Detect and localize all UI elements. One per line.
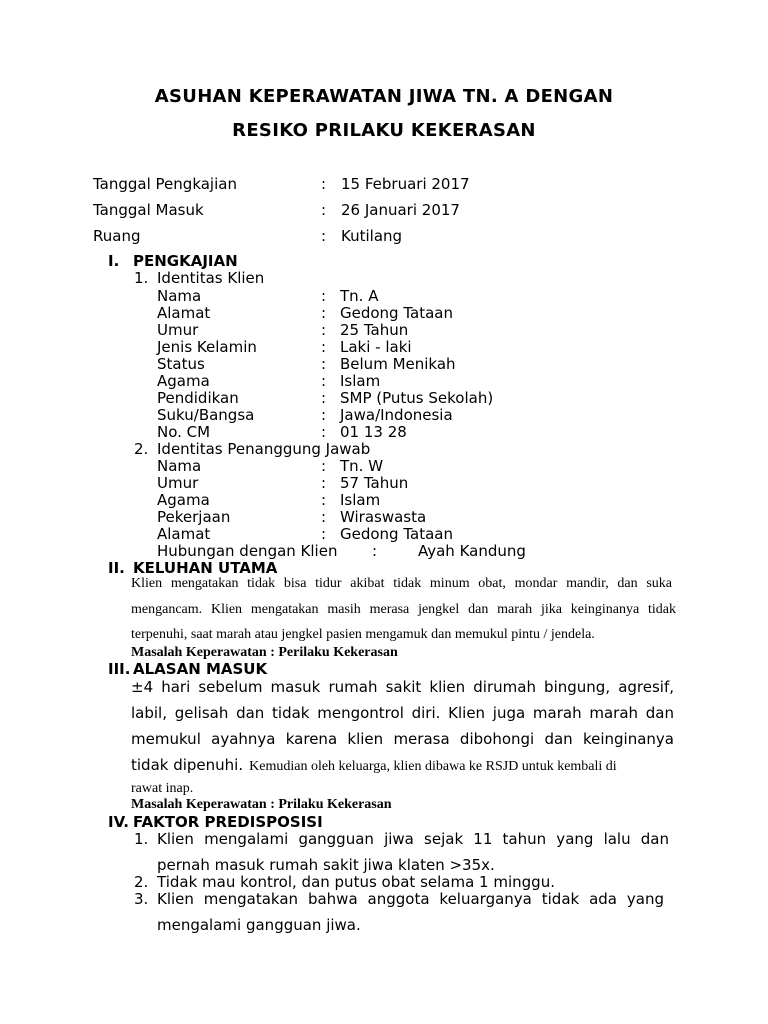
document-title-line2: RESIKO PRILAKU KEKERASAN bbox=[232, 120, 536, 141]
field-value: 01 13 28 bbox=[340, 423, 407, 441]
header-sep: : bbox=[321, 175, 327, 193]
field-value: 57 Tahun bbox=[340, 474, 409, 492]
header-sep: : bbox=[321, 201, 327, 219]
field-sep: : bbox=[321, 423, 327, 441]
field-value: Wiraswasta bbox=[340, 508, 427, 526]
field-sep: : bbox=[372, 542, 378, 560]
subsection-title: Identitas Klien bbox=[157, 269, 265, 287]
field-value: SMP (Putus Sekolah) bbox=[340, 389, 494, 407]
paragraph-line: memukul ayahnya karena klien merasa dibohongi dan keinginanya bbox=[131, 730, 674, 748]
field-sep: : bbox=[321, 525, 327, 543]
field-value: Jawa/Indonesia bbox=[340, 406, 453, 424]
paragraph-segment: tidak dipenuhi. bbox=[131, 756, 244, 774]
list-item-text: pernah masuk rumah sakit jiwa klaten >35x. bbox=[157, 856, 495, 874]
paragraph-line bbox=[131, 756, 674, 775]
section-title: ALASAN MASUK bbox=[133, 660, 268, 678]
field-label: Status bbox=[157, 355, 205, 373]
section-number: IV. bbox=[108, 813, 129, 831]
header-label: Tanggal Masuk bbox=[93, 201, 204, 219]
field-sep: : bbox=[321, 372, 327, 390]
field-label: Agama bbox=[157, 372, 210, 390]
field-value: Islam bbox=[340, 491, 381, 509]
field-label: Nama bbox=[157, 287, 202, 305]
field-value: Gedong Tataan bbox=[340, 525, 453, 543]
paragraph-line: Klien mengatakan tidak bisa tidur akibat tidak minum obat, mondar mandir, dan suka bbox=[131, 576, 672, 591]
field-value: Tn. A bbox=[340, 287, 379, 305]
section-number: III. bbox=[108, 660, 131, 678]
field-value: Tn. W bbox=[340, 457, 384, 475]
field-sep: : bbox=[321, 457, 327, 475]
list-item-text: Klien mengalami gangguan jiwa sejak 11 tahun yang lalu dan bbox=[157, 830, 669, 848]
header-label: Tanggal Pengkajian bbox=[93, 175, 237, 193]
field-value: Ayah Kandung bbox=[418, 542, 526, 560]
field-value: Laki - laki bbox=[340, 338, 412, 356]
paragraph-line: mengancam. Klien mengatakan masih merasa jengkel dan marah jika keinginanya tidak bbox=[131, 602, 676, 617]
field-label: Umur bbox=[157, 321, 199, 339]
list-item-text: Klien mengatakan bahwa anggota keluarganya tidak ada yang bbox=[157, 890, 664, 908]
subsection-title: Identitas Penanggung Jawab bbox=[157, 440, 371, 458]
field-value: Belum Menikah bbox=[340, 355, 456, 373]
paragraph-line: ±4 hari sebelum masuk rumah sakit klien dirumah bingung, agresif, bbox=[131, 678, 674, 696]
field-label: Agama bbox=[157, 491, 210, 509]
field-sep: : bbox=[321, 304, 327, 322]
field-label: Jenis Kelamin bbox=[157, 338, 257, 356]
nursing-problem: Masalah Keperawatan : Prilaku Kekerasan bbox=[131, 797, 392, 812]
field-sep: : bbox=[321, 491, 327, 509]
field-sep: : bbox=[321, 474, 327, 492]
nursing-problem: Masalah Keperawatan : Perilaku Kekerasan bbox=[131, 645, 398, 660]
list-item-number: 2. bbox=[134, 873, 149, 891]
paragraph-line: rawat inap. bbox=[131, 781, 194, 796]
field-label: No. CM bbox=[157, 423, 211, 441]
field-sep: : bbox=[321, 508, 327, 526]
field-value: 25 Tahun bbox=[340, 321, 409, 339]
field-value: Islam bbox=[340, 372, 381, 390]
field-label: Suku/Bangsa bbox=[157, 406, 255, 424]
subsection-number: 2. bbox=[134, 440, 149, 458]
document-title-line1: ASUHAN KEPERAWATAN JIWA TN. A DENGAN bbox=[154, 86, 614, 107]
list-item-number: 3. bbox=[134, 890, 149, 908]
section-number: I. bbox=[108, 252, 120, 270]
list-item-text: mengalami gangguan jiwa. bbox=[157, 916, 361, 934]
header-label: Ruang bbox=[93, 227, 141, 245]
field-sep: : bbox=[321, 389, 327, 407]
field-sep: : bbox=[321, 355, 327, 373]
field-label: Pekerjaan bbox=[157, 508, 231, 526]
paragraph-line: terpenuhi, saat marah atau jengkel pasien mengamuk dan memukul pintu / jendela. bbox=[131, 627, 595, 642]
header-value: Kutilang bbox=[341, 227, 403, 245]
paragraph-segment: Kemudian oleh keluarga, klien dibawa ke RSJD untuk kembali di bbox=[249, 759, 617, 774]
field-sep: : bbox=[321, 338, 327, 356]
section-title: FAKTOR PREDISPOSISI bbox=[133, 813, 323, 831]
field-label: Alamat bbox=[157, 525, 211, 543]
field-sep: : bbox=[321, 321, 327, 339]
field-label: Pendidikan bbox=[157, 389, 239, 407]
header-value: 15 Februari 2017 bbox=[341, 175, 470, 193]
field-label: Umur bbox=[157, 474, 199, 492]
field-value: Gedong Tataan bbox=[340, 304, 453, 322]
field-sep: : bbox=[321, 406, 327, 424]
section-title: PENGKAJIAN bbox=[133, 252, 238, 270]
subsection-number: 1. bbox=[134, 269, 149, 287]
section-number: II. bbox=[108, 559, 125, 577]
header-sep: : bbox=[321, 227, 327, 245]
field-label: Hubungan dengan Klien bbox=[157, 542, 338, 560]
field-label: Nama bbox=[157, 457, 202, 475]
list-item-text: Tidak mau kontrol, dan putus obat selama 1 minggu. bbox=[157, 873, 555, 891]
header-value: 26 Januari 2017 bbox=[341, 201, 460, 219]
paragraph-line: labil, gelisah dan tidak mengontrol diri. Klien juga marah marah dan bbox=[131, 704, 674, 722]
field-label: Alamat bbox=[157, 304, 211, 322]
field-sep: : bbox=[321, 287, 327, 305]
list-item-number: 1. bbox=[134, 830, 149, 848]
section-title: KELUHAN UTAMA bbox=[133, 559, 278, 577]
